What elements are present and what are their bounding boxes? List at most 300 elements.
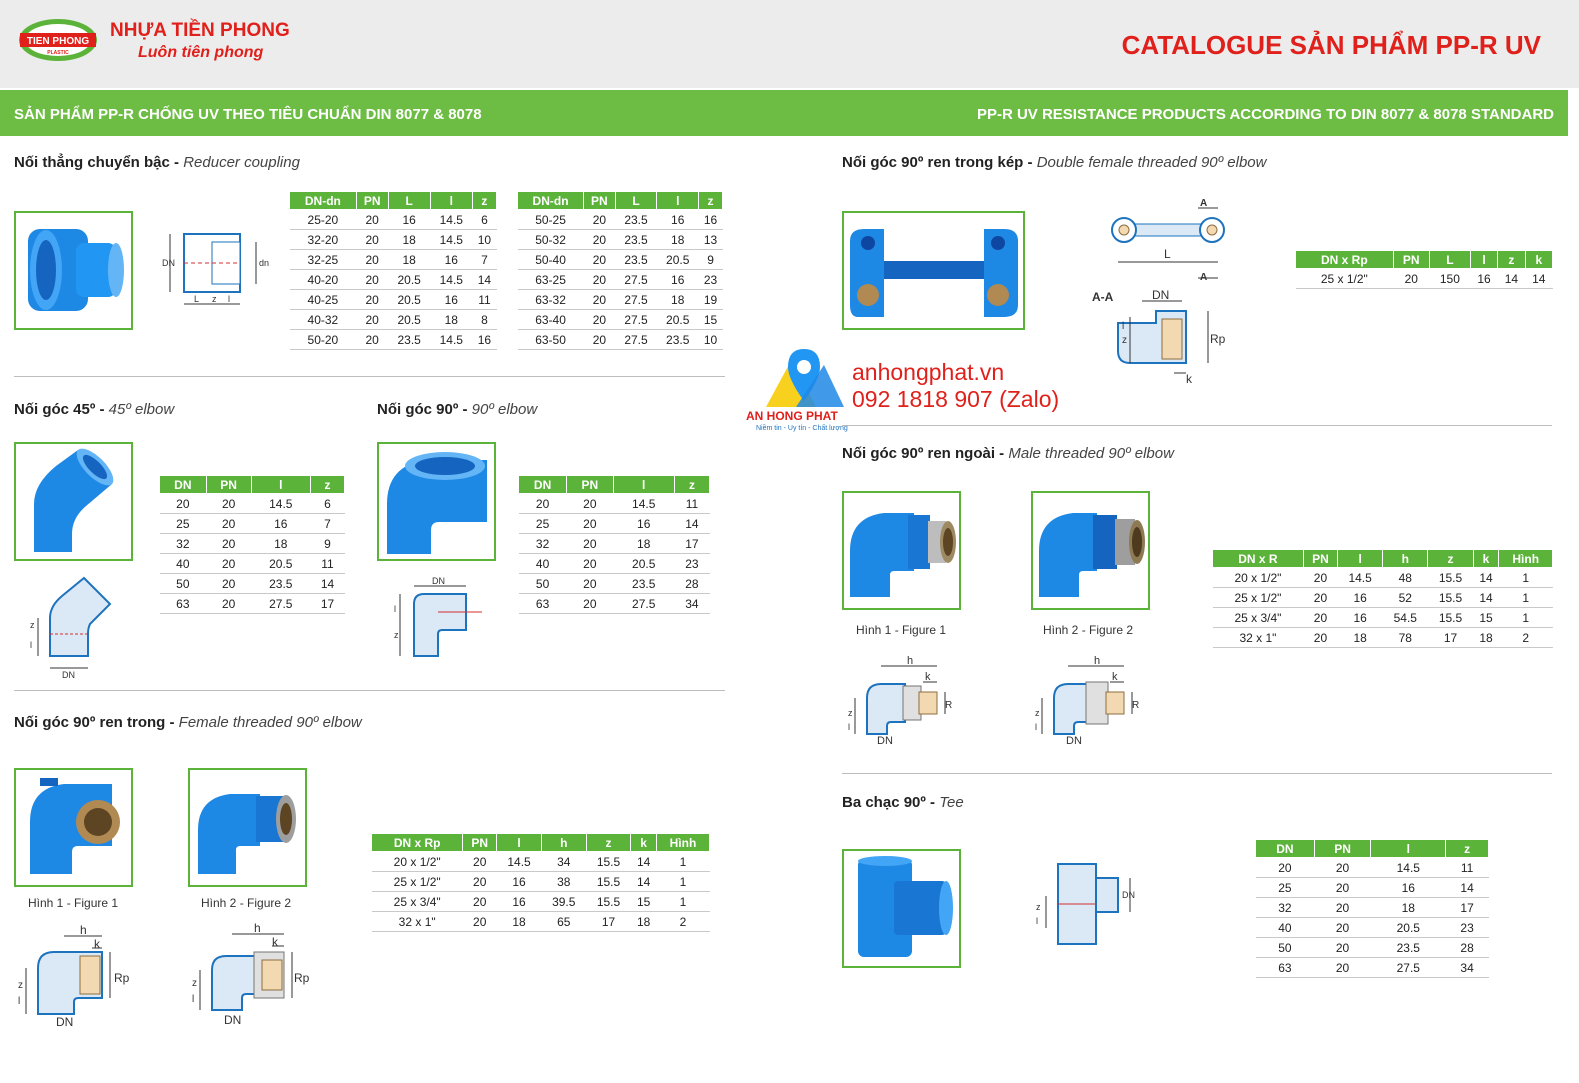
double-female-elbow-table bbox=[1295, 250, 1553, 289]
elbow-90-photo bbox=[377, 442, 496, 561]
table-cell: 20 bbox=[356, 270, 388, 290]
elbow-45-title-vi: Nối góc 45º bbox=[14, 401, 96, 418]
table-header-cell: Hình bbox=[1499, 550, 1553, 568]
table-cell: 50 bbox=[519, 574, 567, 594]
table-cell: 14.5 bbox=[251, 494, 310, 514]
dim-label-k: k bbox=[272, 935, 278, 949]
table-cell: 20 bbox=[584, 250, 616, 270]
table-cell: 14 bbox=[1473, 568, 1499, 588]
table-cell: 27.5 bbox=[613, 594, 674, 614]
table-cell: 27.5 bbox=[615, 330, 657, 350]
dim-label-l: l bbox=[18, 996, 21, 1007]
table-cell: 20 bbox=[567, 554, 613, 574]
dim-label-z: z bbox=[212, 294, 217, 304]
table-cell: 14 bbox=[1498, 269, 1525, 289]
table-cell: 9 bbox=[311, 534, 345, 554]
table-cell: 20.5 bbox=[388, 270, 430, 290]
table-cell: 16 bbox=[1371, 878, 1446, 898]
male-elbow-title-vi: Nối góc 90º ren ngoài bbox=[842, 445, 996, 462]
dim-label-a-top: A bbox=[1200, 198, 1208, 209]
elbow-90-image bbox=[379, 444, 494, 559]
table-cell: 20 bbox=[584, 270, 616, 290]
table-row bbox=[160, 534, 345, 554]
dim-label-dn: DN bbox=[1152, 288, 1170, 302]
table-cell: 6 bbox=[311, 494, 345, 514]
table-header-row bbox=[518, 192, 723, 210]
dim-label-dn: DN bbox=[877, 735, 893, 747]
table-cell: 27.5 bbox=[251, 594, 310, 614]
table-cell: 15.5 bbox=[586, 852, 631, 872]
table-header-cell: h bbox=[1383, 550, 1428, 568]
dim-label-l: l bbox=[1036, 916, 1038, 926]
female-elbow-title-vi: Nối góc 90º ren trong bbox=[14, 714, 166, 731]
table-row bbox=[1213, 628, 1553, 648]
double-female-title-vi: Nối góc 90º ren trong kép bbox=[842, 154, 1024, 171]
brand-slogan: Luôn tiên phong bbox=[138, 44, 264, 61]
table-cell: 50-40 bbox=[518, 250, 584, 270]
table-cell: 1 bbox=[1499, 568, 1553, 588]
dim-label-dn: DN bbox=[1066, 735, 1082, 747]
table-cell: 18 bbox=[388, 250, 430, 270]
table-header-cell: PN bbox=[463, 834, 497, 852]
table-cell: 13 bbox=[699, 230, 723, 250]
table-cell: 20 bbox=[463, 912, 497, 932]
table-cell: 23.5 bbox=[615, 230, 657, 250]
table-cell: 28 bbox=[674, 574, 709, 594]
banner-title-vi: SẢN PHẨM PP-R CHỐNG UV THEO TIÊU CHUẨN DIN 8077 & 8078 bbox=[14, 106, 482, 123]
table-cell: 18 bbox=[1473, 628, 1499, 648]
table-cell: 40 bbox=[1256, 918, 1315, 938]
page-header bbox=[0, 0, 1579, 88]
reducer-coupling-diagram bbox=[160, 228, 270, 313]
table-header-cell: PN bbox=[206, 476, 251, 494]
dim-label-z: z bbox=[1122, 335, 1127, 346]
table-cell: 15 bbox=[631, 892, 657, 912]
male-elbow-image-1 bbox=[844, 493, 959, 608]
table-cell: 25 x 1/2" bbox=[372, 872, 463, 892]
table-cell: 25 bbox=[519, 514, 567, 534]
table-row bbox=[518, 210, 723, 230]
table-cell: 14 bbox=[631, 872, 657, 892]
catalogue-title: CATALOGUE SẢN PHẨM PP-R UV bbox=[1121, 30, 1541, 60]
logo-subtext: PLASTIC bbox=[47, 50, 69, 56]
male-elbow-table bbox=[1212, 549, 1553, 648]
table-cell: 17 bbox=[674, 534, 709, 554]
table-cell: 14.5 bbox=[430, 230, 472, 250]
table-header-cell: l bbox=[1338, 550, 1383, 568]
dim-label-l: l bbox=[30, 640, 32, 650]
table-header-cell: DN-dn bbox=[290, 192, 357, 210]
table-cell: 18 bbox=[613, 534, 674, 554]
table-cell: 20.5 bbox=[613, 554, 674, 574]
table-row bbox=[372, 912, 710, 932]
dim-label-l-big: L bbox=[194, 294, 200, 304]
table-cell: 14.5 bbox=[497, 852, 542, 872]
table-header-cell: PN bbox=[584, 192, 616, 210]
table-header-cell: l bbox=[251, 476, 310, 494]
table-cell: 25 bbox=[160, 514, 207, 534]
male-elbow-diagram-1 bbox=[845, 652, 955, 748]
table-cell: 16 bbox=[497, 872, 542, 892]
table-cell: 20 bbox=[567, 534, 613, 554]
table-cell: 18 bbox=[430, 310, 472, 330]
logo-text: TIEN PHONG bbox=[26, 36, 90, 47]
table-cell: 20 bbox=[356, 230, 388, 250]
table-cell: 65 bbox=[541, 912, 586, 932]
reducer-title-en: Reducer coupling bbox=[183, 154, 300, 171]
table-cell: 20 bbox=[584, 310, 616, 330]
table-cell: 20 bbox=[356, 330, 388, 350]
dim-label-z: z bbox=[192, 978, 197, 989]
table-cell: 18 bbox=[251, 534, 310, 554]
table-row bbox=[290, 310, 497, 330]
table-header-cell: DN x Rp bbox=[372, 834, 463, 852]
table-cell: 40-25 bbox=[290, 290, 357, 310]
table-cell: 10 bbox=[472, 230, 496, 250]
table-header-cell: z bbox=[1428, 550, 1473, 568]
table-cell: 20 bbox=[1303, 608, 1337, 628]
table-header-cell: PN bbox=[567, 476, 613, 494]
table-cell: 20 bbox=[463, 852, 497, 872]
table-cell: 32-25 bbox=[290, 250, 357, 270]
female-elbow-caption-1: Hình 1 - Figure 1 bbox=[28, 896, 119, 910]
table-cell: 20 bbox=[1393, 269, 1429, 289]
table-cell: 20.5 bbox=[657, 310, 699, 330]
double-female-section-diagram bbox=[1090, 287, 1230, 387]
table-cell: 1 bbox=[656, 892, 709, 912]
double-female-elbow-image bbox=[844, 213, 1023, 328]
reducer-table-2 bbox=[517, 191, 723, 350]
dim-label-L: L bbox=[1164, 247, 1171, 261]
table-cell: 32 bbox=[519, 534, 567, 554]
table-cell: 20 bbox=[584, 230, 616, 250]
table-row bbox=[1256, 898, 1489, 918]
table-header-row bbox=[290, 192, 497, 210]
table-cell: 63-25 bbox=[518, 270, 584, 290]
dim-label-z: z bbox=[1035, 708, 1040, 718]
table-header-cell: l bbox=[1371, 840, 1446, 858]
table-cell: 15.5 bbox=[1428, 588, 1473, 608]
table-header-cell: DN bbox=[160, 476, 207, 494]
tien-phong-logo bbox=[18, 18, 98, 62]
dim-label-k: k bbox=[1186, 372, 1192, 386]
table-cell: 14.5 bbox=[430, 210, 472, 230]
table-cell: 39.5 bbox=[541, 892, 586, 912]
table-cell: 15 bbox=[1473, 608, 1499, 628]
elbow-45-title: Nối góc 45º - 45º elbow bbox=[14, 401, 175, 418]
table-cell: 11 bbox=[1446, 858, 1489, 878]
elbow-90-title: Nối góc 90º - 90º elbow bbox=[377, 401, 538, 418]
divider bbox=[842, 773, 1552, 774]
male-elbow-title-en: Male threaded 90º elbow bbox=[1008, 445, 1174, 462]
table-cell: 23.5 bbox=[615, 210, 657, 230]
dim-label-dn: DN bbox=[56, 1015, 74, 1029]
table-header-cell: DN bbox=[1256, 840, 1315, 858]
male-elbow-image-2 bbox=[1033, 493, 1148, 608]
table-cell: 20 bbox=[519, 494, 567, 514]
table-cell: 23.5 bbox=[1371, 938, 1446, 958]
elbow-90-table bbox=[518, 475, 710, 614]
table-row bbox=[1213, 608, 1553, 628]
dim-label-l: l bbox=[394, 604, 396, 614]
dim-label-k: k bbox=[1112, 671, 1118, 683]
table-row bbox=[1213, 568, 1553, 588]
table-cell: 14 bbox=[472, 270, 496, 290]
dim-label-r: R bbox=[945, 700, 953, 711]
table-cell: 34 bbox=[1446, 958, 1489, 978]
female-elbow-caption-2: Hình 2 - Figure 2 bbox=[201, 896, 292, 910]
table-header-cell: DN bbox=[519, 476, 567, 494]
table-cell: 32 bbox=[1256, 898, 1315, 918]
table-row bbox=[518, 270, 723, 290]
table-cell: 23 bbox=[674, 554, 709, 574]
table-cell: 16 bbox=[497, 892, 542, 912]
dim-label-h: h bbox=[1094, 655, 1101, 667]
reducer-coupling-photo bbox=[14, 211, 133, 330]
table-cell: 20 bbox=[206, 594, 251, 614]
tee-image bbox=[844, 851, 959, 966]
dim-label-z: z bbox=[18, 980, 23, 991]
female-elbow-image-1 bbox=[16, 770, 131, 885]
table-header-cell: z bbox=[1498, 251, 1525, 269]
table-cell: 18 bbox=[497, 912, 542, 932]
table-cell: 1 bbox=[656, 852, 709, 872]
reducer-table-1 bbox=[289, 191, 497, 350]
dim-label-k: k bbox=[925, 671, 931, 683]
table-cell: 54.5 bbox=[1383, 608, 1428, 628]
table-cell: 32 x 1" bbox=[1213, 628, 1304, 648]
reducer-coupling-image bbox=[16, 213, 131, 328]
dim-label-dn-big: DN bbox=[162, 258, 175, 268]
table-cell: 20 bbox=[1256, 858, 1315, 878]
table-row bbox=[518, 330, 723, 350]
table-header-cell: l bbox=[497, 834, 542, 852]
dim-label-k: k bbox=[94, 937, 100, 951]
table-cell: 11 bbox=[472, 290, 496, 310]
an-hong-phat-logo bbox=[758, 345, 852, 411]
male-elbow-title: Nối góc 90º ren ngoài - Male threaded 90º elbow bbox=[842, 445, 1174, 462]
table-row bbox=[519, 534, 710, 554]
female-elbow-photo-2 bbox=[188, 768, 307, 887]
table-cell: 63-32 bbox=[518, 290, 584, 310]
dim-label-r: R bbox=[1132, 700, 1140, 711]
female-elbow-diagram-2 bbox=[188, 920, 310, 1026]
table-header-row bbox=[1256, 840, 1489, 858]
table-cell: 16 bbox=[430, 250, 472, 270]
table-cell: 16 bbox=[472, 330, 496, 350]
table-cell: 50-25 bbox=[518, 210, 584, 230]
table-cell: 40 bbox=[519, 554, 567, 574]
table-row bbox=[1256, 958, 1489, 978]
table-header-cell: k bbox=[631, 834, 657, 852]
table-cell: 150 bbox=[1429, 269, 1470, 289]
male-elbow-photo-2 bbox=[1031, 491, 1150, 610]
dim-label-l: l bbox=[848, 722, 850, 732]
tee-diagram bbox=[1034, 856, 1140, 952]
female-elbow-image-2 bbox=[190, 770, 305, 885]
table-cell: 50 bbox=[1256, 938, 1315, 958]
table-cell: 25-20 bbox=[290, 210, 357, 230]
table-header-cell: l bbox=[613, 476, 674, 494]
table-header-cell: L bbox=[615, 192, 657, 210]
table-cell: 20.5 bbox=[251, 554, 310, 574]
table-cell: 23.5 bbox=[613, 574, 674, 594]
table-row bbox=[1213, 588, 1553, 608]
table-cell: 50-32 bbox=[518, 230, 584, 250]
table-row bbox=[519, 494, 710, 514]
table-cell: 63 bbox=[160, 594, 207, 614]
table-header-row bbox=[372, 834, 710, 852]
table-row bbox=[519, 574, 710, 594]
table-cell: 20 bbox=[1314, 858, 1371, 878]
dim-label-z: z bbox=[30, 620, 35, 630]
table-cell: 23 bbox=[1446, 918, 1489, 938]
reducer-title-vi: Nối thẳng chuyển bậc bbox=[14, 154, 170, 171]
table-cell: 20 bbox=[1303, 568, 1337, 588]
table-cell: 2 bbox=[1499, 628, 1553, 648]
divider bbox=[14, 690, 725, 691]
table-cell: 20.5 bbox=[388, 290, 430, 310]
dim-label-z: z bbox=[394, 630, 399, 640]
table-cell: 10 bbox=[699, 330, 723, 350]
elbow-45-image bbox=[16, 444, 131, 559]
table-row bbox=[160, 594, 345, 614]
table-cell: 16 bbox=[657, 270, 699, 290]
table-cell: 16 bbox=[613, 514, 674, 534]
dim-label-a-bottom: A bbox=[1200, 272, 1208, 283]
table-cell: 27.5 bbox=[615, 310, 657, 330]
dim-label-h: h bbox=[80, 924, 87, 937]
dim-label-h: h bbox=[254, 921, 261, 935]
table-header-cell: z bbox=[674, 476, 709, 494]
dim-label-z: z bbox=[1036, 902, 1041, 912]
table-header-cell: PN bbox=[1314, 840, 1371, 858]
table-cell: 18 bbox=[631, 912, 657, 932]
table-row bbox=[160, 494, 345, 514]
table-cell: 16 bbox=[430, 290, 472, 310]
table-cell: 18 bbox=[657, 290, 699, 310]
table-header-cell: h bbox=[541, 834, 586, 852]
table-row bbox=[1256, 878, 1489, 898]
elbow-90-diagram bbox=[392, 576, 488, 662]
table-row bbox=[160, 514, 345, 534]
table-cell: 27.5 bbox=[1371, 958, 1446, 978]
dim-label-l: l bbox=[1122, 321, 1125, 332]
table-header-cell: k bbox=[1525, 251, 1552, 269]
dim-label-l: l bbox=[1035, 722, 1037, 732]
female-elbow-title-en: Female threaded 90º elbow bbox=[178, 714, 362, 731]
table-cell: 20.5 bbox=[388, 310, 430, 330]
table-cell: 14.5 bbox=[613, 494, 674, 514]
table-cell: 34 bbox=[541, 852, 586, 872]
table-cell: 78 bbox=[1383, 628, 1428, 648]
table-cell: 48 bbox=[1383, 568, 1428, 588]
table-cell: 15.5 bbox=[1428, 608, 1473, 628]
double-female-top-diagram bbox=[1104, 194, 1232, 286]
table-cell: 27.5 bbox=[615, 270, 657, 290]
table-cell: 18 bbox=[657, 230, 699, 250]
table-cell: 32-20 bbox=[290, 230, 357, 250]
table-cell: 9 bbox=[699, 250, 723, 270]
table-row bbox=[519, 554, 710, 574]
table-header-cell: DN x Rp bbox=[1296, 251, 1394, 269]
dim-label-dn: DN bbox=[1122, 890, 1135, 900]
table-row bbox=[372, 872, 710, 892]
divider bbox=[14, 376, 725, 377]
female-elbow-title: Nối góc 90º ren trong - Female threaded 90º elbow bbox=[14, 714, 362, 731]
table-cell: 20 bbox=[356, 290, 388, 310]
table-cell: 63 bbox=[1256, 958, 1315, 978]
table-cell: 19 bbox=[699, 290, 723, 310]
male-elbow-photo-1 bbox=[842, 491, 961, 610]
table-cell: 14.5 bbox=[430, 270, 472, 290]
elbow-45-title-en: 45º elbow bbox=[108, 401, 175, 418]
table-cell: 16 bbox=[699, 210, 723, 230]
table-cell: 14 bbox=[1446, 878, 1489, 898]
male-elbow-caption-1: Hình 1 - Figure 1 bbox=[856, 623, 947, 637]
table-row bbox=[290, 230, 497, 250]
table-cell: 20 bbox=[567, 574, 613, 594]
table-header-cell: z bbox=[472, 192, 496, 210]
table-cell: 23.5 bbox=[615, 250, 657, 270]
table-header-cell: l bbox=[1470, 251, 1497, 269]
dim-label-dn: DN bbox=[432, 576, 445, 586]
table-cell: 20 bbox=[584, 290, 616, 310]
table-header-cell: PN bbox=[356, 192, 388, 210]
table-cell: 20 bbox=[206, 494, 251, 514]
female-elbow-table bbox=[371, 833, 710, 932]
table-row bbox=[160, 554, 345, 574]
table-header-cell: DN-dn bbox=[518, 192, 584, 210]
table-cell: 23.5 bbox=[388, 330, 430, 350]
table-cell: 20 bbox=[206, 534, 251, 554]
standard-banner bbox=[0, 90, 1568, 136]
table-cell: 20 bbox=[1314, 918, 1371, 938]
table-header-cell: L bbox=[1429, 251, 1470, 269]
tee-photo bbox=[842, 849, 961, 968]
table-cell: 16 bbox=[1338, 608, 1383, 628]
table-cell: 40-20 bbox=[290, 270, 357, 290]
dim-label-aa: A-A bbox=[1092, 290, 1114, 304]
watermark-tagline: Niềm tin - Uy tín - Chất lượng bbox=[756, 425, 848, 432]
table-cell: 20 bbox=[463, 872, 497, 892]
dim-label-dn-small: dn bbox=[259, 258, 270, 268]
table-cell: 25 bbox=[1256, 878, 1315, 898]
table-cell: 7 bbox=[311, 514, 345, 534]
table-cell: 23.5 bbox=[251, 574, 310, 594]
tee-title-vi: Ba chạc 90º bbox=[842, 794, 926, 811]
dim-label-dn: DN bbox=[224, 1013, 242, 1026]
table-row bbox=[290, 330, 497, 350]
table-row bbox=[519, 514, 710, 534]
dim-label-rp: Rp bbox=[294, 971, 310, 985]
table-cell: 11 bbox=[674, 494, 709, 514]
table-row bbox=[290, 210, 497, 230]
table-row bbox=[1256, 858, 1489, 878]
table-cell: 25 x 3/4" bbox=[372, 892, 463, 912]
table-cell: 20 bbox=[206, 514, 251, 534]
table-header-row bbox=[1213, 550, 1553, 568]
dim-label-dn: DN bbox=[62, 670, 75, 678]
table-cell: 27.5 bbox=[615, 290, 657, 310]
table-cell: 20 x 1/2" bbox=[1213, 568, 1304, 588]
double-female-title-en: Double female threaded 90º elbow bbox=[1036, 154, 1267, 171]
reducer-coupling-title: Nối thẳng chuyển bậc - Reducer coupling bbox=[14, 154, 300, 171]
table-cell: 20 bbox=[584, 330, 616, 350]
watermark bbox=[740, 345, 1110, 440]
table-header-cell: L bbox=[388, 192, 430, 210]
table-cell: 20 bbox=[1314, 878, 1371, 898]
